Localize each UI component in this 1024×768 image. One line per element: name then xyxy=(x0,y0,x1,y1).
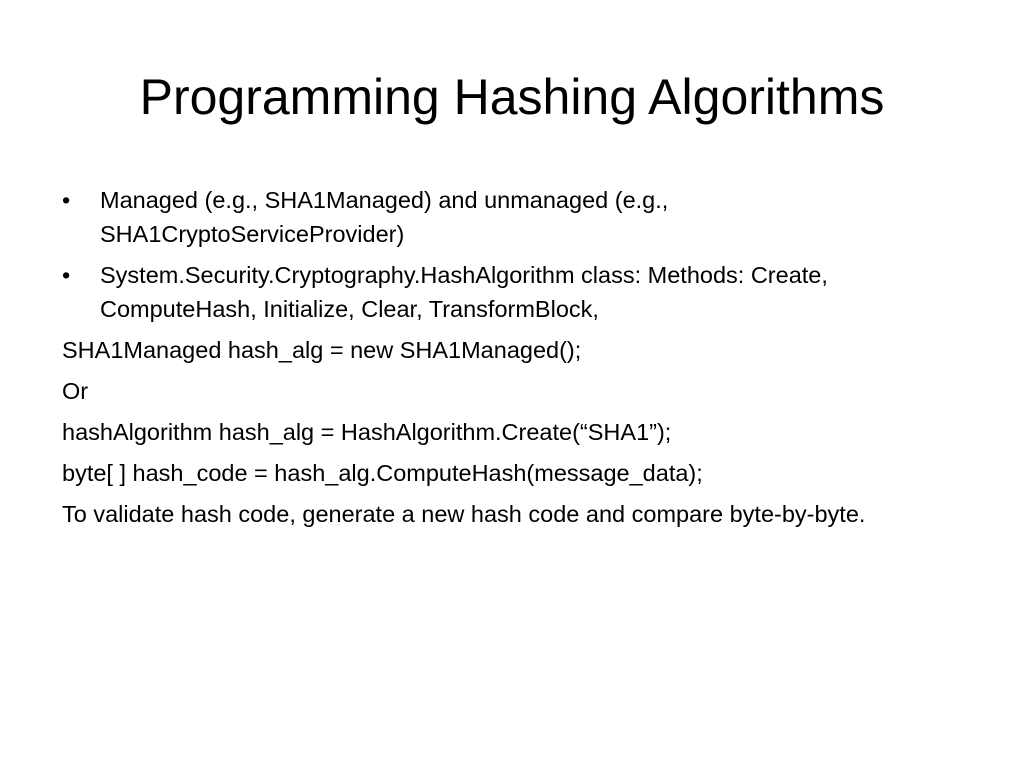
bullet-text: System.Security.Cryptography.HashAlgorithm class: Methods: Create, ComputeHash, Initialize, Clear, TransformBlock, xyxy=(100,262,828,322)
code-line-computehash xyxy=(62,456,962,490)
bullet-item-managed xyxy=(62,183,962,251)
line-text: hashAlgorithm hash_alg = HashAlgorithm.Create(“SHA1”); xyxy=(62,419,672,445)
bullet-text: Managed (e.g., SHA1Managed) and unmanaged (e.g., SHA1CryptoServiceProvider) xyxy=(100,187,669,247)
line-text: To validate hash code, generate a new hash code and compare byte-by-byte. xyxy=(62,501,866,527)
line-text: Or xyxy=(62,378,89,404)
bullet-icon: • xyxy=(62,262,71,288)
line-text: SHA1Managed hash_alg = new SHA1Managed(); xyxy=(62,337,582,363)
bullet-item-hashalgorithm-class xyxy=(62,258,962,326)
slide-body xyxy=(62,183,962,538)
line-validate xyxy=(62,497,962,531)
line-text: byte[ ] hash_code = hash_alg.ComputeHash(message_data); xyxy=(62,460,703,486)
code-line-sha1managed xyxy=(62,333,962,367)
bullet-icon: • xyxy=(62,187,71,213)
slide-title: Programming Hashing Algorithms xyxy=(139,69,885,125)
code-line-create xyxy=(62,415,962,449)
line-or xyxy=(62,374,962,408)
